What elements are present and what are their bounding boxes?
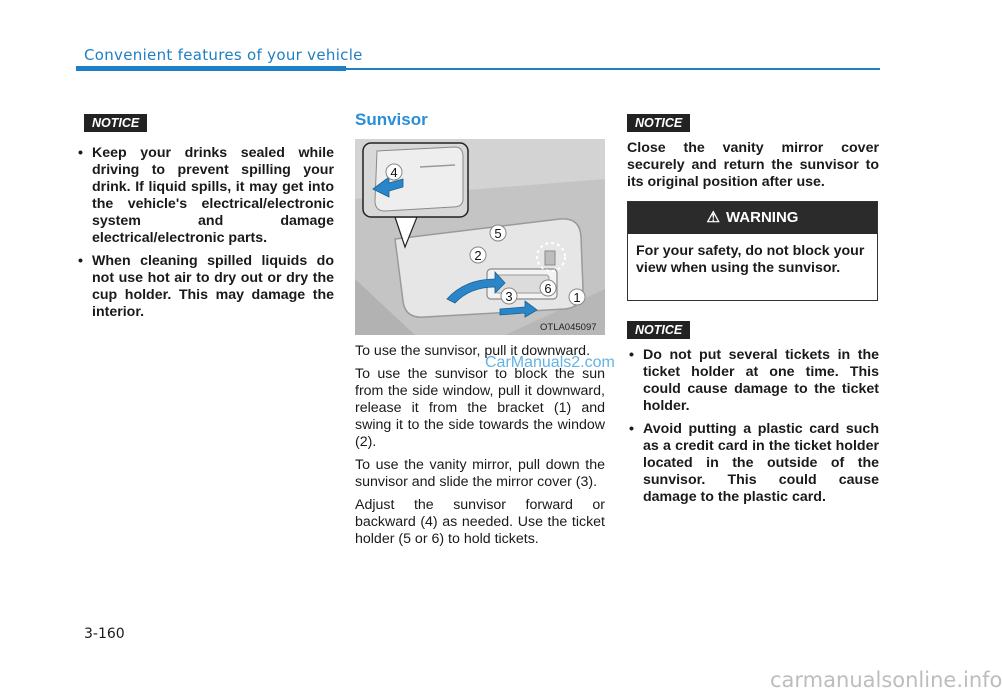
callout-4: 4: [390, 165, 398, 180]
callout-3: 3: [505, 289, 513, 304]
list-item: • When cleaning spilled liquids do not use hot air to dry out or dry the cup holder. This may damage the interior.: [76, 253, 334, 321]
list-item: • Do not put several tickets in the ticket holder at one time. This could cause damage to the ticket holder.: [627, 347, 879, 415]
notice-mirror-text: Close the vanity mirror cover securely and return the sunvisor to its original position after use.: [627, 140, 879, 190]
callout-2: 2: [474, 248, 482, 263]
paragraph: To use the vanity mirror, pull down the sunvisor and slide the mirror cover (3).: [355, 457, 605, 490]
warning-text: For your safety, do not block your view when using the sunvisor.: [636, 243, 865, 276]
notice-list-right: [627, 347, 879, 512]
warning-header: [628, 202, 877, 234]
notice-label-right-bottom: NOTICE: [627, 321, 690, 339]
paragraph: Adjust the sunvisor forward or backward (4) as needed. Use the ticket holder (5 or 6) to hold tickets.: [355, 497, 605, 547]
site-watermark: carmanualsonline.info: [770, 668, 1002, 692]
list-item: • Avoid putting a plastic card such as a credit card in the ticket holder located in the outside of the sunvisor. This could cause damage to the plastic card.: [627, 421, 879, 506]
notice-list-left: [76, 145, 334, 327]
notice-label-right-top: NOTICE: [627, 114, 690, 132]
paragraph: To use the sunvisor to block the sun from the side window, pull it downward, release it from the bracket (1) and swing it to the side towards the window (2).: [355, 366, 605, 450]
sunvisor-diagram: [355, 139, 605, 335]
watermark-text: CarManuals2.com: [485, 354, 615, 371]
warning-icon: ⚠: [706, 209, 720, 226]
paragraph: To use the sunvisor, pull it downward.: [355, 343, 591, 359]
header-rule: [346, 68, 880, 70]
sunvisor-illustration: [355, 139, 605, 335]
notice-label-left: NOTICE: [84, 114, 147, 132]
callout-6: 6: [544, 281, 552, 296]
header-bar: [76, 66, 346, 71]
figure-caption: OTLA045097: [540, 322, 597, 333]
callout-1: 1: [573, 290, 581, 305]
callout-5: 5: [494, 226, 502, 241]
warning-box: [627, 201, 878, 301]
sunvisor-heading: Sunvisor: [355, 110, 428, 129]
page-number: 3-160: [84, 626, 125, 642]
section-title: Convenient features of your vehicle: [84, 46, 363, 64]
warning-title: WARNING: [725, 209, 799, 226]
list-item: • Keep your drinks sealed while driving to prevent spilling your drink. If liquid spills, it may get into the vehicle's electrical/electronic system and damage electrical/electronic parts.: [76, 145, 334, 247]
sunvisor-instructions: [355, 343, 605, 554]
